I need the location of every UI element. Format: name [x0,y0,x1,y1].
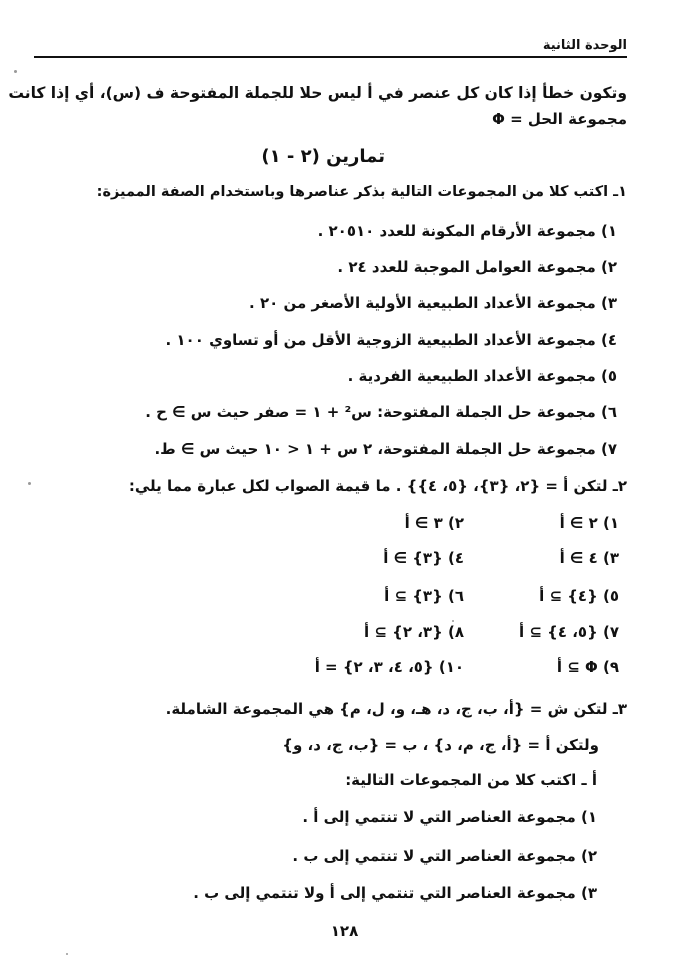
q2-item: ٩) Φ ⊇ أ [556,658,619,676]
q2-item: ٥) {٤} ⊇ أ [539,587,619,605]
q2-item: ٤) {٣} ∋ أ [383,549,464,567]
running-header [34,36,627,58]
q3-item: ٣) مجموعة العناصر التي تنتمي إلى أ ولا تنتمي إلى ب . [193,884,597,902]
q2-item: ١٠) {٥، ٤، ٣، ٢} = أ [314,658,464,676]
scan-speck [66,953,68,955]
q2-item: ٧) {٥، ٤} ⊇ أ [519,623,619,641]
q1-item: ٦) مجموعة حل الجملة المفتوحة: س² + ١ = صفر حيث س ∋ ح . [145,403,617,421]
chapter-title: الوحدة الثانية [535,38,627,53]
q2-item: ١) ٢ ∋ أ [559,514,619,532]
q3-item: ١) مجموعة العناصر التي لا تنتمي إلى أ . [302,808,597,826]
q1-item: ٣) مجموعة الأعداد الطبيعية الأولية الأصغر من ٢٠ . [249,294,617,312]
page-number: ١٢٨ [330,922,359,940]
q1-item: ٧) مجموعة حل الجملة المفتوحة، ٢ س + ١ < ١٠ حيث س ∋ ط. [154,440,617,458]
q3-line-1: ٣ـ لتكن ش = {أ، ب، ج، د، هـ، و، ل، م} هي المجموعة الشاملة. [165,700,627,718]
q1-item: ٢) مجموعة العوامل الموجبة للعدد ٢٤ . [337,258,617,276]
q2-item: ٦) {٣} ⊇ أ [384,587,464,605]
scan-speck [452,620,454,622]
q2-item: ٣) ٤ ∋ أ [559,549,619,567]
q3-line-2: ولتكن أ = {أ، ج، م، د} ، ب = {ب، ج، د، و} [282,736,599,754]
intro-line-1: وتكون خطأ إذا كان كل عنصر في أ ليس حلا للجملة المفتوحة ف (س)، أي إذا كانت [8,84,627,102]
q1-prompt: ١ـ اكتب كلا من المجموعات التالية بذكر عناصرها وباستخدام الصفة المميزة: [96,184,627,200]
q3-item: ٢) مجموعة العناصر التي لا تنتمي إلى ب . [292,847,597,865]
scan-speck [14,70,17,73]
q1-item: ٤) مجموعة الأعداد الطبيعية الزوجية الأقل من أو تساوي ١٠٠ . [165,331,617,349]
scan-speck [28,482,31,485]
q2-item: ٨) {٣، ٢} ⊇ أ [364,623,464,641]
q3-sub-prompt: أ ـ اكتب كلا من المجموعات التالية: [345,771,597,789]
q2-prompt: ٢ـ لتكن أ = {٢، {٣}، {٥، ٤}} . ما قيمة الصواب لكل عبارة مما يلي: [128,477,627,495]
q1-item: ١) مجموعة الأرقام المكونة للعدد ٢٠٥١٠ . [317,222,617,240]
intro-line-2: مجموعة الحل = Φ [492,110,627,128]
q2-item: ٢) ٣ ∋ أ [404,514,464,532]
section-title: تمارين (٢ - ١) [261,146,385,167]
q1-item: ٥) مجموعة الأعداد الطبيعية الفردية . [347,367,617,385]
